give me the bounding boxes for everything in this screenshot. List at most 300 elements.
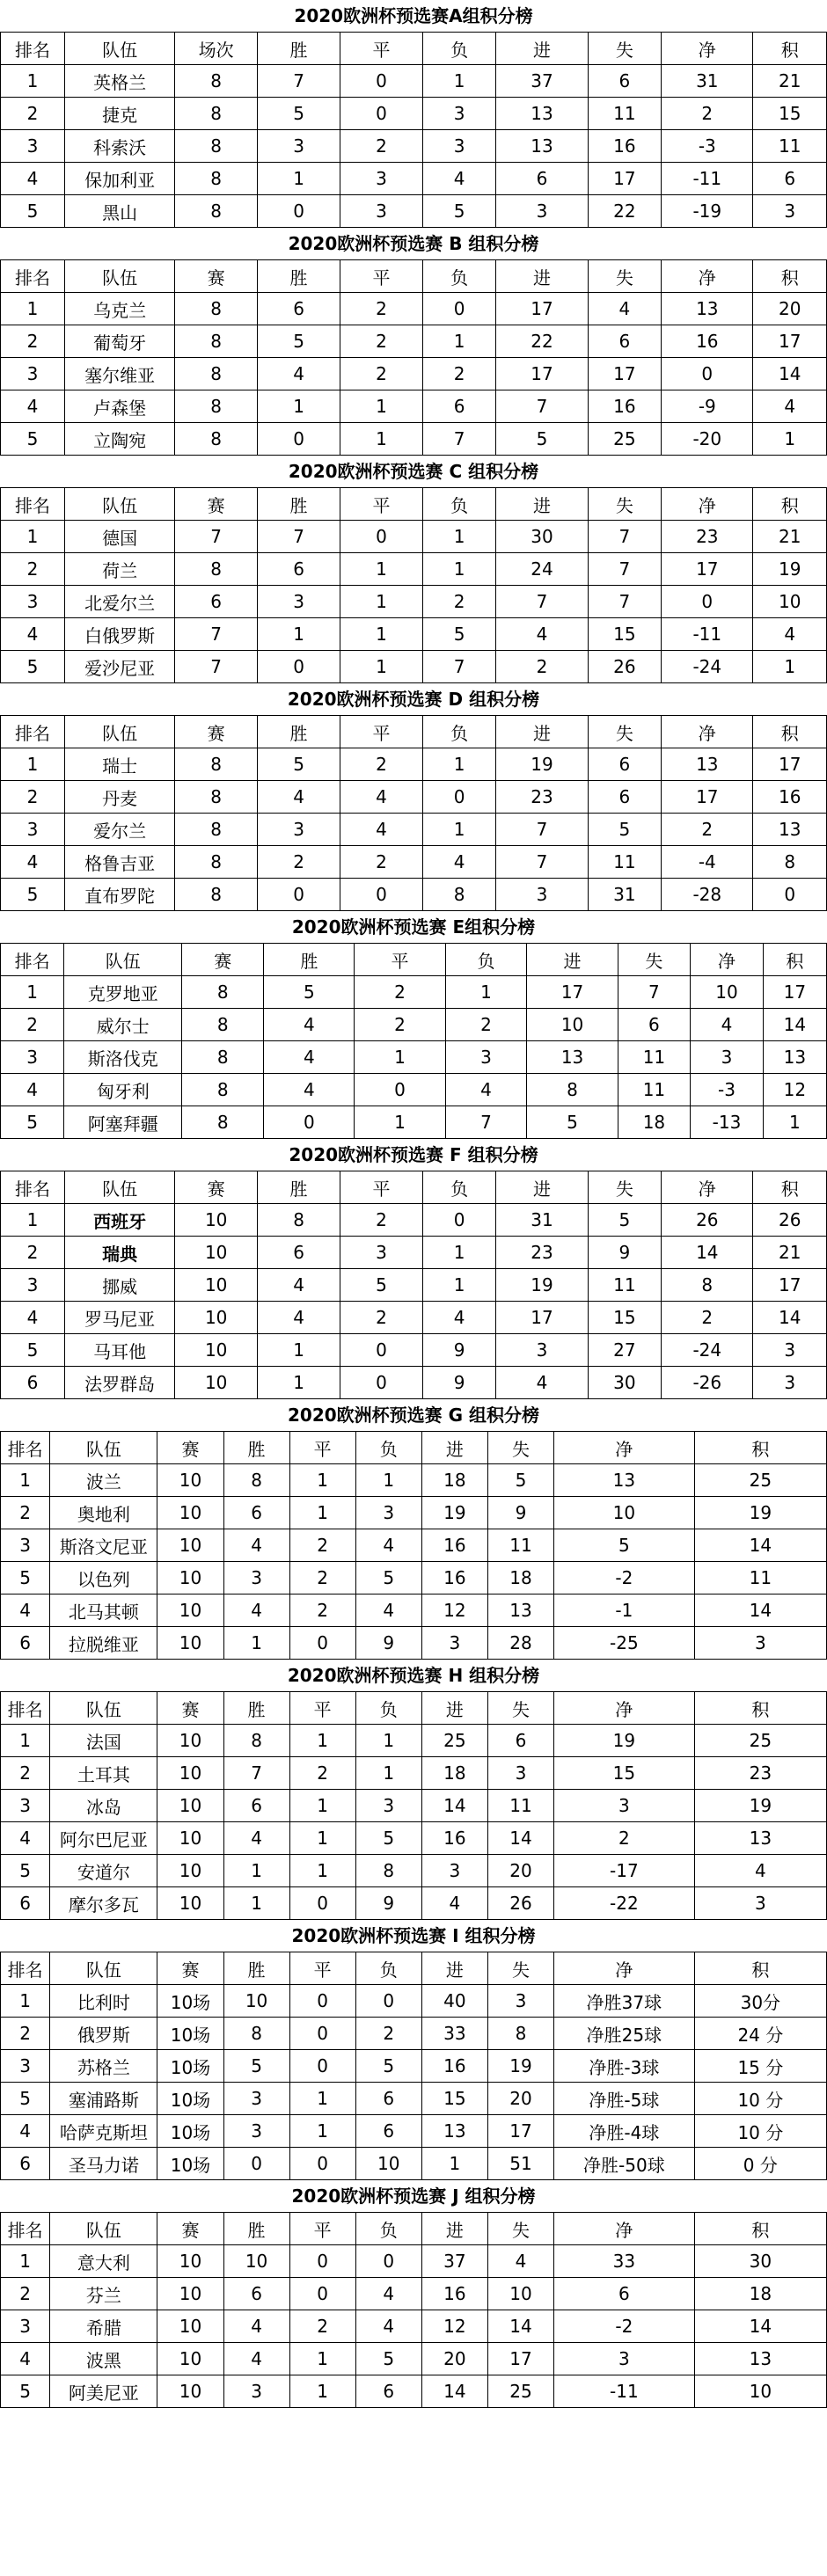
cell-lost: 7 — [445, 1106, 527, 1139]
cell-goals-against: 11 — [618, 1074, 691, 1106]
standings-table — [0, 943, 827, 1139]
cell-points: 3 — [694, 1887, 826, 1920]
table-row — [1, 1074, 827, 1106]
cell-goals-for: 3 — [421, 1855, 487, 1887]
cell-won: 1 — [258, 163, 340, 195]
cell-team: 奥地利 — [50, 1497, 157, 1529]
standings-table — [0, 487, 827, 683]
cell-goals-against: 7 — [588, 586, 661, 618]
cell-goals-for: 17 — [496, 358, 588, 390]
cell-drawn: 2 — [289, 1757, 355, 1790]
group-title: 2020欧洲杯预选赛 I 组积分榜 — [291, 1925, 536, 1946]
cell-team: 阿尔巴尼亚 — [50, 1822, 157, 1855]
column-header-points: 积 — [753, 716, 827, 748]
cell-won: 6 — [223, 1497, 289, 1529]
cell-goals-against: 3 — [487, 1757, 553, 1790]
group-title: 2020欧洲杯预选赛 H 组积分榜 — [287, 1665, 540, 1686]
group-standings — [0, 911, 827, 1139]
cell-goal-diff: 13 — [554, 1464, 695, 1497]
cell-team: 阿塞拜疆 — [64, 1106, 182, 1139]
cell-won: 1 — [258, 618, 340, 651]
cell-won: 0 — [258, 195, 340, 228]
cell-team: 直布罗陀 — [65, 879, 175, 911]
cell-goals-against: 51 — [487, 2148, 553, 2180]
cell-goals-for: 7 — [496, 390, 588, 423]
cell-won: 6 — [258, 293, 340, 325]
cell-won: 4 — [264, 1074, 355, 1106]
table-row — [1, 1725, 827, 1757]
cell-goal-diff: 31 — [662, 65, 753, 98]
cell-goal-diff: -3 — [662, 130, 753, 163]
cell-drawn: 0 — [289, 1627, 355, 1660]
cell-rank: 3 — [1, 1041, 64, 1074]
cell-goals-against: 4 — [487, 2245, 553, 2278]
column-header-rank: 排名 — [1, 716, 65, 748]
cell-played: 10场 — [157, 2050, 223, 2083]
cell-team: 西班牙 — [65, 1204, 175, 1237]
cell-won: 3 — [223, 1562, 289, 1594]
cell-goals-against: 31 — [588, 879, 661, 911]
table-row — [1, 195, 827, 228]
cell-rank: 4 — [1, 846, 65, 879]
cell-drawn: 2 — [289, 2310, 355, 2343]
cell-lost: 1 — [422, 325, 495, 358]
cell-goals-for: 22 — [496, 325, 588, 358]
column-header-goals-for: 进 — [496, 260, 588, 293]
cell-goal-diff: 23 — [662, 521, 753, 553]
column-header-rank: 排名 — [1, 260, 65, 293]
header-row — [1, 2213, 827, 2245]
cell-lost: 4 — [355, 2310, 421, 2343]
table-row — [1, 976, 827, 1009]
cell-goals-against: 25 — [588, 423, 661, 456]
cell-goals-for: 18 — [421, 1464, 487, 1497]
cell-played: 8 — [175, 879, 258, 911]
cell-won: 7 — [258, 521, 340, 553]
cell-team: 阿美尼亚 — [50, 2375, 157, 2408]
cell-lost: 1 — [355, 1757, 421, 1790]
cell-goal-diff: -11 — [662, 618, 753, 651]
cell-rank: 2 — [1, 2278, 50, 2310]
cell-goals-against: 11 — [588, 1269, 661, 1302]
cell-played: 8 — [182, 1009, 264, 1041]
cell-goals-against: 5 — [588, 814, 661, 846]
cell-goal-diff: 19 — [554, 1725, 695, 1757]
cell-played: 10 — [157, 1529, 223, 1562]
cell-team: 黑山 — [65, 195, 175, 228]
cell-goal-diff: 17 — [662, 781, 753, 814]
column-header-won: 胜 — [258, 1171, 340, 1204]
column-header-goals-for: 进 — [421, 2213, 487, 2245]
cell-goal-diff: 净胜25球 — [554, 2018, 695, 2050]
cell-goal-diff: 净胜-4球 — [554, 2115, 695, 2148]
column-header-team: 队伍 — [65, 488, 175, 521]
cell-drawn: 1 — [289, 2115, 355, 2148]
cell-goal-diff: -22 — [554, 1887, 695, 1920]
cell-team: 格鲁吉亚 — [65, 846, 175, 879]
cell-goals-for: 25 — [421, 1725, 487, 1757]
cell-points: 1 — [753, 651, 827, 683]
cell-goal-diff: -19 — [662, 195, 753, 228]
cell-lost: 9 — [422, 1334, 495, 1367]
cell-played: 10 — [157, 2310, 223, 2343]
cell-goals-against: 25 — [487, 2375, 553, 2408]
cell-goals-for: 7 — [496, 586, 588, 618]
cell-goal-diff: -24 — [662, 1334, 753, 1367]
cell-goals-against: 30 — [588, 1367, 661, 1399]
cell-goals-against: 27 — [588, 1334, 661, 1367]
cell-team: 瑞士 — [65, 748, 175, 781]
cell-goals-for: 16 — [421, 1529, 487, 1562]
cell-points: 15 — [753, 98, 827, 130]
cell-goals-against: 13 — [487, 1594, 553, 1627]
cell-points: 30 — [694, 2245, 826, 2278]
cell-goals-against: 7 — [618, 976, 691, 1009]
column-header-rank: 排名 — [1, 33, 65, 65]
cell-drawn: 3 — [340, 163, 423, 195]
table-row — [1, 1985, 827, 2018]
cell-team: 白俄罗斯 — [65, 618, 175, 651]
cell-rank: 1 — [1, 521, 65, 553]
table-row — [1, 163, 827, 195]
cell-points: 1 — [763, 1106, 826, 1139]
cell-played: 8 — [175, 814, 258, 846]
column-header-points: 积 — [753, 260, 827, 293]
group-title: 2020欧洲杯预选赛 J 组积分榜 — [291, 2186, 536, 2207]
cell-goals-for: 3 — [496, 195, 588, 228]
cell-lost: 1 — [422, 814, 495, 846]
cell-won: 3 — [258, 130, 340, 163]
cell-rank: 4 — [1, 2343, 50, 2375]
cell-goal-diff: -2 — [554, 1562, 695, 1594]
cell-won: 6 — [258, 553, 340, 586]
cell-won: 3 — [223, 2083, 289, 2115]
cell-team: 乌克兰 — [65, 293, 175, 325]
cell-team: 拉脱维亚 — [50, 1627, 157, 1660]
cell-rank: 5 — [1, 1562, 50, 1594]
cell-drawn: 1 — [340, 651, 423, 683]
group-standings — [0, 2180, 827, 2408]
cell-goal-diff: 3 — [554, 1790, 695, 1822]
cell-team: 德国 — [65, 521, 175, 553]
column-header-played: 赛 — [157, 2213, 223, 2245]
cell-drawn: 0 — [289, 2050, 355, 2083]
cell-goals-against: 11 — [618, 1041, 691, 1074]
column-header-goals-for: 进 — [421, 1952, 487, 1985]
cell-points: 14 — [694, 1594, 826, 1627]
cell-lost: 3 — [355, 1497, 421, 1529]
cell-points: 26 — [753, 1204, 827, 1237]
cell-goals-against: 26 — [588, 651, 661, 683]
column-header-lost: 负 — [422, 33, 495, 65]
cell-goals-for: 13 — [496, 130, 588, 163]
column-header-team: 队伍 — [50, 1952, 157, 1985]
group-standings — [0, 1399, 827, 1660]
cell-goals-for: 16 — [421, 2278, 487, 2310]
table-row — [1, 1302, 827, 1334]
cell-goals-against: 3 — [487, 1985, 553, 2018]
cell-goals-against: 9 — [487, 1497, 553, 1529]
cell-goals-against: 10 — [487, 2278, 553, 2310]
cell-goals-for: 10 — [527, 1009, 618, 1041]
cell-goals-for: 19 — [496, 1269, 588, 1302]
cell-goals-for: 40 — [421, 1985, 487, 2018]
cell-drawn: 2 — [289, 1594, 355, 1627]
cell-points: 4 — [694, 1855, 826, 1887]
table-row — [1, 1237, 827, 1269]
cell-goal-diff: 0 — [662, 586, 753, 618]
cell-goals-against: 5 — [487, 1464, 553, 1497]
cell-points: 25 — [694, 1464, 826, 1497]
cell-won: 5 — [223, 2050, 289, 2083]
cell-lost: 6 — [422, 390, 495, 423]
cell-played: 10 — [175, 1237, 258, 1269]
table-row — [1, 2050, 827, 2083]
cell-played: 8 — [175, 195, 258, 228]
cell-drawn: 1 — [289, 2375, 355, 2408]
cell-points: 14 — [753, 1302, 827, 1334]
cell-rank: 4 — [1, 2115, 50, 2148]
cell-team: 波兰 — [50, 1464, 157, 1497]
table-row — [1, 1269, 827, 1302]
column-header-played: 赛 — [175, 1171, 258, 1204]
column-header-played: 赛 — [157, 1692, 223, 1725]
header-row — [1, 1432, 827, 1464]
cell-rank: 2 — [1, 1757, 50, 1790]
cell-points: 19 — [753, 553, 827, 586]
cell-points: 4 — [753, 618, 827, 651]
cell-lost: 0 — [422, 781, 495, 814]
cell-won: 3 — [223, 2375, 289, 2408]
group-standings — [0, 683, 827, 911]
group-standings — [0, 0, 827, 228]
cell-team: 圣马力诺 — [50, 2148, 157, 2180]
cell-rank: 4 — [1, 1822, 50, 1855]
cell-drawn: 2 — [355, 976, 445, 1009]
cell-goals-against: 5 — [588, 1204, 661, 1237]
cell-goal-diff: 17 — [662, 553, 753, 586]
cell-lost: 1 — [355, 1464, 421, 1497]
cell-goals-for: 13 — [421, 2115, 487, 2148]
cell-played: 10场 — [157, 2018, 223, 2050]
cell-won: 2 — [258, 846, 340, 879]
column-header-goal-diff: 净 — [554, 1952, 695, 1985]
cell-goals-for: 2 — [496, 651, 588, 683]
cell-lost: 5 — [355, 2343, 421, 2375]
cell-drawn: 1 — [289, 1822, 355, 1855]
cell-lost: 3 — [422, 130, 495, 163]
cell-goal-diff: 5 — [554, 1529, 695, 1562]
column-header-goals-against: 失 — [487, 2213, 553, 2245]
column-header-played: 赛 — [175, 260, 258, 293]
cell-played: 8 — [175, 130, 258, 163]
column-header-won: 胜 — [223, 1952, 289, 1985]
cell-won: 5 — [258, 98, 340, 130]
cell-played: 6 — [175, 586, 258, 618]
cell-lost: 5 — [355, 1822, 421, 1855]
cell-goals-for: 16 — [421, 1562, 487, 1594]
cell-goals-against: 6 — [588, 65, 661, 98]
group-standings — [0, 1139, 827, 1399]
cell-played: 8 — [175, 781, 258, 814]
cell-played: 10 — [157, 2278, 223, 2310]
column-header-lost: 负 — [355, 1952, 421, 1985]
column-header-goals-against: 失 — [588, 1171, 661, 1204]
cell-points: 19 — [694, 1497, 826, 1529]
cell-played: 10 — [157, 2343, 223, 2375]
cell-rank: 5 — [1, 651, 65, 683]
cell-won: 4 — [223, 2310, 289, 2343]
cell-team: 马耳他 — [65, 1334, 175, 1367]
cell-played: 10场 — [157, 1985, 223, 2018]
cell-goal-diff: -24 — [662, 651, 753, 683]
cell-goals-for: 20 — [421, 2343, 487, 2375]
table-row — [1, 846, 827, 879]
cell-played: 10场 — [157, 2083, 223, 2115]
table-row — [1, 293, 827, 325]
cell-won: 1 — [258, 1367, 340, 1399]
group-title: 2020欧洲杯预选赛A组积分榜 — [294, 5, 533, 26]
column-header-lost: 负 — [355, 1432, 421, 1464]
table-row — [1, 553, 827, 586]
cell-goals-for: 12 — [421, 1594, 487, 1627]
group-standings — [0, 1920, 827, 2180]
table-row — [1, 1529, 827, 1562]
table-row — [1, 98, 827, 130]
cell-won: 10 — [223, 1985, 289, 2018]
cell-drawn: 0 — [289, 2018, 355, 2050]
column-header-drawn: 平 — [340, 488, 423, 521]
cell-lost: 10 — [355, 2148, 421, 2180]
cell-drawn: 0 — [289, 2148, 355, 2180]
cell-points: 0 — [753, 879, 827, 911]
standings-table — [0, 2212, 827, 2408]
table-row — [1, 1334, 827, 1367]
cell-points: 21 — [753, 65, 827, 98]
cell-points: 1 — [753, 423, 827, 456]
cell-goals-against: 22 — [588, 195, 661, 228]
cell-won: 8 — [223, 2018, 289, 2050]
cell-drawn: 2 — [289, 1529, 355, 1562]
cell-lost: 3 — [422, 98, 495, 130]
cell-drawn: 2 — [340, 846, 423, 879]
cell-drawn: 0 — [340, 65, 423, 98]
column-header-points: 积 — [694, 2213, 826, 2245]
cell-lost: 3 — [445, 1041, 527, 1074]
cell-rank: 3 — [1, 1269, 65, 1302]
cell-drawn: 0 — [289, 2245, 355, 2278]
cell-goal-diff: 16 — [662, 325, 753, 358]
cell-goals-against: 11 — [487, 1790, 553, 1822]
cell-lost: 9 — [422, 1367, 495, 1399]
table-row — [1, 2278, 827, 2310]
cell-rank: 6 — [1, 1367, 65, 1399]
standings-table — [0, 715, 827, 911]
header-row — [1, 716, 827, 748]
cell-team: 苏格兰 — [50, 2050, 157, 2083]
cell-drawn: 1 — [289, 2083, 355, 2115]
cell-goals-against: 6 — [588, 781, 661, 814]
group-title: 2020欧洲杯预选赛 D 组积分榜 — [287, 689, 540, 710]
cell-goals-against: 18 — [618, 1106, 691, 1139]
cell-played: 10 — [157, 1725, 223, 1757]
cell-goals-for: 18 — [421, 1757, 487, 1790]
cell-drawn: 1 — [289, 1464, 355, 1497]
cell-goals-for: 15 — [421, 2083, 487, 2115]
column-header-goals-against: 失 — [487, 1952, 553, 1985]
cell-rank: 5 — [1, 2083, 50, 2115]
cell-won: 6 — [258, 1237, 340, 1269]
cell-goals-for: 37 — [496, 65, 588, 98]
cell-goals-against: 8 — [487, 2018, 553, 2050]
cell-played: 8 — [175, 98, 258, 130]
column-header-played: 赛 — [157, 1432, 223, 1464]
cell-goals-against: 16 — [588, 390, 661, 423]
cell-team: 立陶宛 — [65, 423, 175, 456]
cell-goal-diff: 3 — [554, 2343, 695, 2375]
cell-drawn: 2 — [355, 1009, 445, 1041]
table-row — [1, 1594, 827, 1627]
cell-played: 10 — [157, 1594, 223, 1627]
cell-rank: 1 — [1, 1464, 50, 1497]
table-row — [1, 1204, 827, 1237]
cell-team: 意大利 — [50, 2245, 157, 2278]
cell-lost: 8 — [422, 879, 495, 911]
cell-goals-for: 17 — [527, 976, 618, 1009]
cell-team: 比利时 — [50, 1985, 157, 2018]
cell-goals-for: 30 — [496, 521, 588, 553]
cell-rank: 1 — [1, 748, 65, 781]
cell-won: 4 — [258, 1269, 340, 1302]
cell-lost: 1 — [422, 1269, 495, 1302]
cell-team: 塞浦路斯 — [50, 2083, 157, 2115]
table-row — [1, 358, 827, 390]
cell-goals-for: 1 — [421, 2148, 487, 2180]
cell-goals-against: 6 — [588, 748, 661, 781]
cell-points: 12 — [763, 1074, 826, 1106]
cell-won: 4 — [223, 1594, 289, 1627]
cell-points: 13 — [694, 1822, 826, 1855]
cell-rank: 5 — [1, 1106, 64, 1139]
cell-goals-against: 7 — [588, 553, 661, 586]
cell-lost: 4 — [355, 2278, 421, 2310]
cell-drawn: 3 — [340, 195, 423, 228]
cell-played: 8 — [175, 846, 258, 879]
cell-drawn: 1 — [340, 618, 423, 651]
cell-team: 塞尔维亚 — [65, 358, 175, 390]
column-header-rank: 排名 — [1, 1952, 50, 1985]
cell-goals-for: 4 — [421, 1887, 487, 1920]
cell-goals-for: 6 — [496, 163, 588, 195]
cell-goals-against: 11 — [487, 1529, 553, 1562]
column-header-points: 积 — [753, 488, 827, 521]
cell-goals-against: 6 — [588, 325, 661, 358]
cell-team: 罗马尼亚 — [65, 1302, 175, 1334]
cell-played: 10 — [175, 1269, 258, 1302]
cell-team: 瑞典 — [65, 1237, 175, 1269]
cell-goals-against: 11 — [588, 846, 661, 879]
cell-goals-against: 11 — [588, 98, 661, 130]
cell-rank: 1 — [1, 1725, 50, 1757]
cell-points: 20 — [753, 293, 827, 325]
cell-played: 10 — [157, 1887, 223, 1920]
cell-goals-against: 18 — [487, 1562, 553, 1594]
cell-goals-against: 26 — [487, 1887, 553, 1920]
cell-drawn: 2 — [340, 130, 423, 163]
cell-played: 10 — [175, 1204, 258, 1237]
column-header-goals-for: 进 — [421, 1432, 487, 1464]
cell-goals-for: 16 — [421, 1822, 487, 1855]
